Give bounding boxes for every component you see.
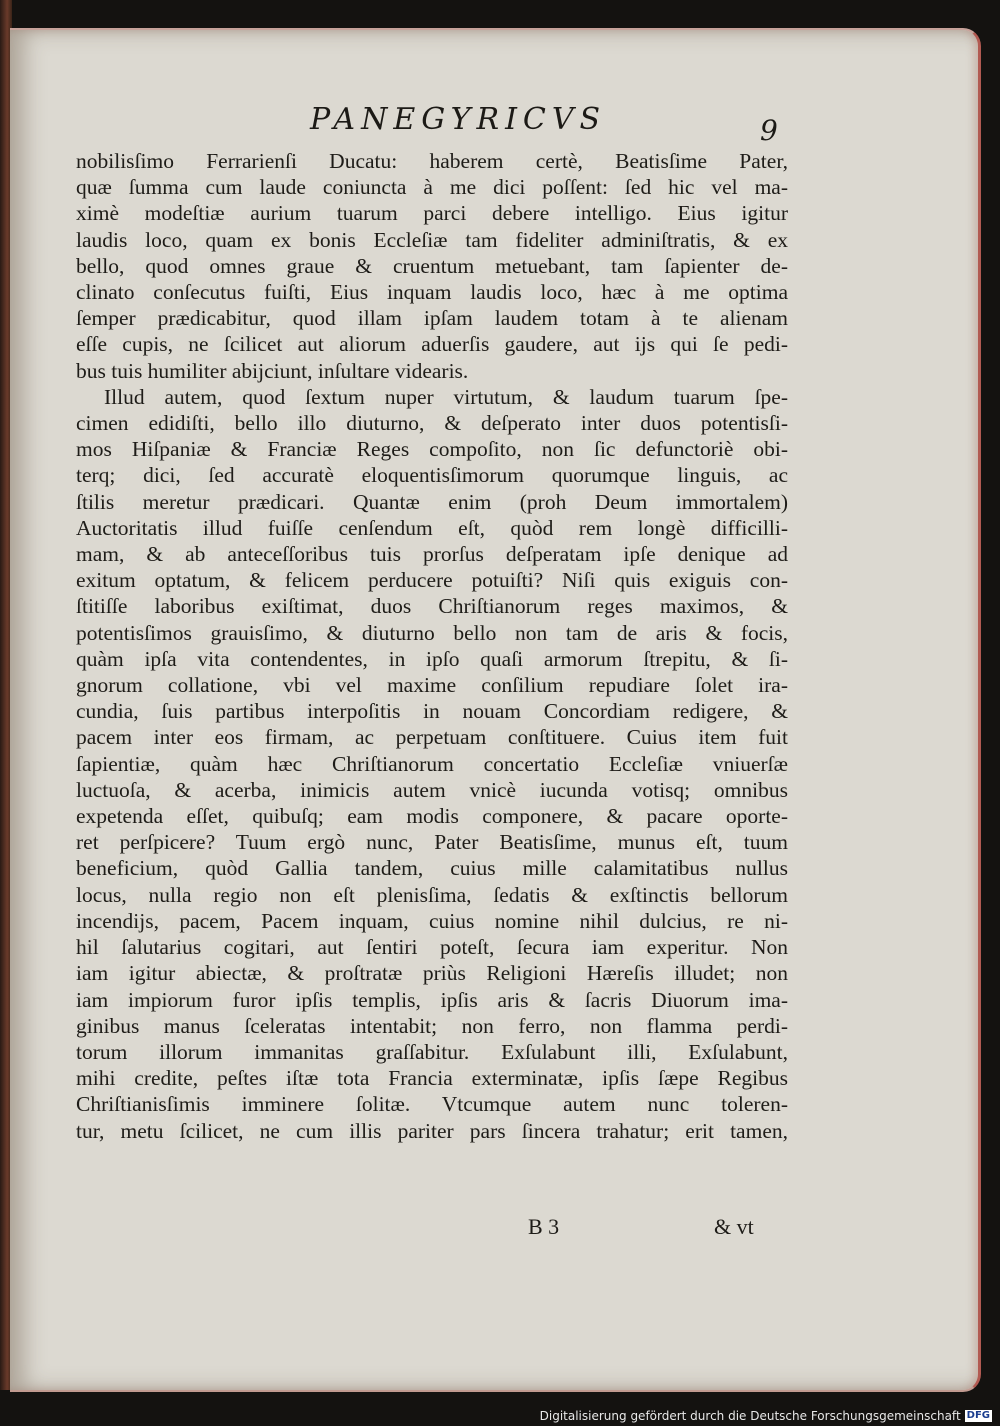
text-line: terq; dici, ſed accuratè eloquentisſimorum quorumque linguis, ac (76, 463, 788, 488)
text-line: expetenda eſſet, quibuſq; eam modis componere, & pacare oporte- (76, 804, 788, 829)
text-line: incendijs, pacem, Pacem inquam, cuius nomine nihil dulcius, re ni- (76, 908, 788, 933)
text-line: nobilisſimo Ferrarienſi Ducatu: haberem certè, Beatisſime Pater, (76, 149, 788, 173)
text-line: pacem inter eos firmam, ac perpetuam conſtituere. Cuius item fuit (76, 725, 788, 750)
text-line: locus, nulla regio non eſt plenisſima, ſedatis & exſtinctis bellorum (76, 882, 788, 907)
signature-mark: B 3 (528, 1214, 560, 1239)
text-line: mam, & ab anteceſſoribus tuis prorſus deſperatam ipſe denique ad (76, 542, 788, 567)
text-line: eſſe cupis, ne ſcilicet aut aliorum aduerſis gaudere, aut ijs qui ſe pedi- (76, 332, 788, 357)
text-line: quàm ipſa vita contendentes, in ipſo quaſi armorum ſtrepitu, & ſi- (76, 646, 788, 671)
text-line: Chriſtianisſimis imminere ſolitæ. Vtcumque autem nunc toleren- (76, 1092, 788, 1117)
text-line: tur, metu ſcilicet, ne cum illis pariter pars ſincera trahatur; erit tamen, (76, 1118, 788, 1143)
text-line: iam impiorum furor ipſis templis, ipſis aris & ſacris Diuorum ima- (76, 987, 788, 1012)
page-content (70, 30, 790, 1390)
text-line: ſapientiæ, quàm hæc Chriſtianorum concertatio Eccleſiæ vniuerſæ (76, 751, 788, 776)
text-line: luctuoſa, & acerba, inimicis autem vnicè iucunda votisq; omnibus (76, 777, 788, 802)
text-line: clinato conſecutus fuiſti, Eius inquam laudis loco, hæc à me optima (76, 280, 788, 305)
text-line: bus tuis humiliter abijciunt, inſultare videaris. (76, 358, 469, 383)
text-line: potentisſimos grauisſimo, & diuturno bello non tam de aris & focis, (76, 620, 788, 645)
text-line: gnorum collatione, vbi vel maxime conſilium repudiare ſolet ira- (76, 673, 788, 698)
text-line: exitum optatum, & felicem perducere potuiſti? Niſi quis exiguis con- (76, 568, 788, 593)
digitization-note: Digitalisierung gefördert durch die Deutsche Forschungsgemeinschaft (539, 1409, 961, 1423)
text-line: Auctoritatis illud fuiſſe cenſendum eſt, quòd rem longè difficilli- (76, 515, 788, 540)
digitization-credit (540, 1409, 992, 1423)
text-line: mos Hiſpaniæ & Franciæ Reges compoſito, non ſic defunctoriè obi- (76, 437, 788, 462)
text-line: laudis loco, quam ex bonis Eccleſiæ tam fideliter adminiſtratis, & ex (76, 227, 788, 252)
running-head: PANEGYRICVS (310, 102, 607, 137)
text-line: cimen edidiſti, bello illo diuturno, & deſperato inter duos potentisſi- (76, 411, 788, 436)
text-line: quæ ſumma cum laude coniuncta à me dici poſſent: ſed hic vel ma- (76, 175, 788, 200)
page-footer (70, 1214, 790, 1244)
text-line: ſtitiſſe laboribus exiſtimat, duos Chriſtianorum reges maximos, & (76, 594, 788, 619)
text-line: iam igitur abiectæ, & proſtratæ priùs Religioni Hæreſis illudet; non (76, 961, 788, 986)
text-line: ſemper prædicabitur, quod illam ipſam laudem totam à te alienam (76, 306, 788, 331)
text-line: mihi credite, peſtes iſtæ tota Francia exterminatæ, ipſis ſæpe Regibus (76, 1066, 788, 1091)
text-line: Illud autem, quod ſextum nuper virtutum, & laudum tuarum ſpe- (104, 384, 788, 409)
text-line: cundia, ſuis partibus interpoſitis in nouam Concordiam redigere, & (76, 699, 788, 724)
page-number: 9 (760, 114, 778, 147)
text-line: beneficium, quòd Gallia tandem, cuius mille calamitatibus nullus (76, 856, 788, 881)
text-line: ximè modeſtiæ aurium tuarum parci debere intelligo. Eius igitur (76, 201, 788, 226)
dfg-logo: DFG (966, 1410, 990, 1421)
text-line: ginibus manus ſceleratas intentabit; non ferro, non flamma perdi- (76, 1013, 788, 1038)
book-page (10, 28, 981, 1392)
text-line: bello, quod omnes graue & cruentum metuebant, tam ſapienter de- (76, 253, 788, 278)
body-text (76, 148, 788, 1144)
catchword: & vt (714, 1214, 754, 1239)
text-line: ſtilis meretur prædicari. Quantæ enim (proh Deum immortalem) (76, 489, 788, 514)
text-line: torum illorum immanitas graſſabitur. Exſulabunt illi, Exſulabunt, (76, 1039, 788, 1064)
text-line: ret perſpicere? Tuum ergò nunc, Pater Beatisſime, munus eſt, tuum (76, 830, 788, 855)
text-line: hil ſalutarius cogitari, aut ſentiri poteſt, ſecura iam experitur. Non (76, 935, 788, 960)
